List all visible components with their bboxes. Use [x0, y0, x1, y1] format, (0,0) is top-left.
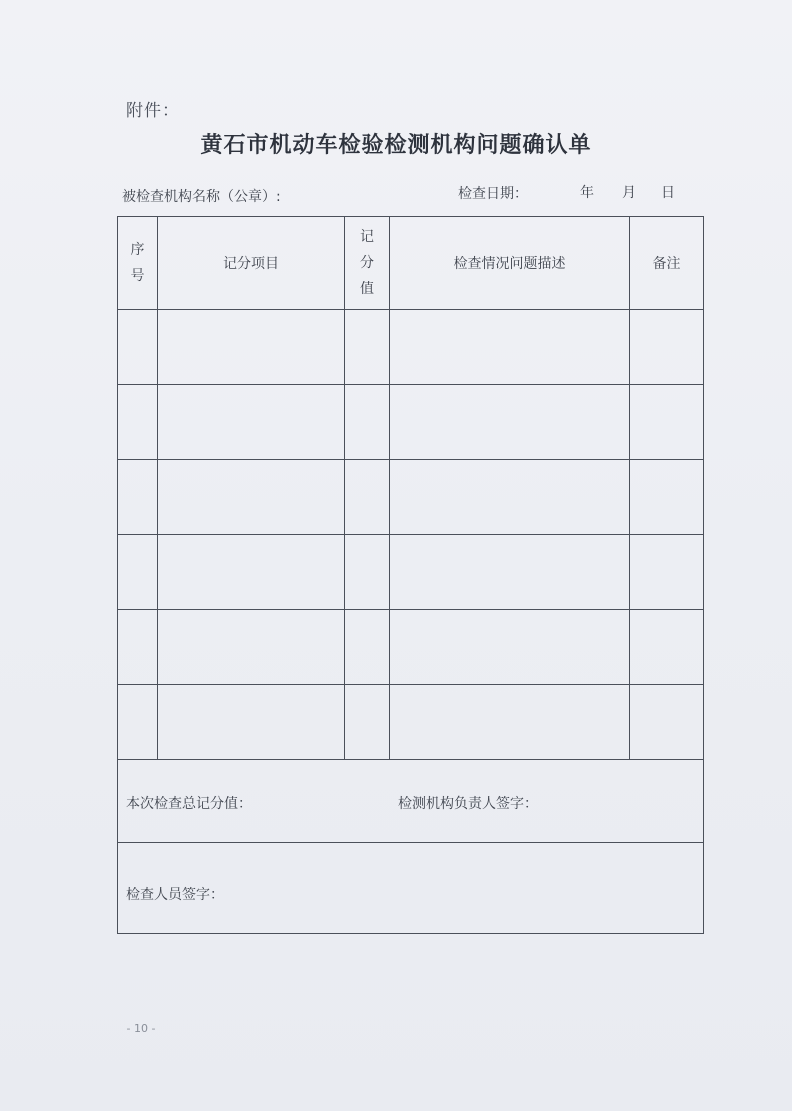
cell-remark[interactable]: [630, 610, 704, 685]
table-row: [118, 685, 704, 760]
header-score-line1: 记: [360, 229, 374, 245]
total-score-row: [118, 760, 704, 843]
cell-score[interactable]: [345, 460, 390, 535]
cell-item[interactable]: [158, 460, 345, 535]
cell-seq[interactable]: [118, 385, 158, 460]
cell-description[interactable]: [390, 685, 630, 760]
inspector-sign-row: [118, 843, 704, 934]
cell-remark[interactable]: [630, 460, 704, 535]
responsible-sign-label: 检测机构负责人签字：: [398, 796, 538, 812]
cell-item[interactable]: [158, 610, 345, 685]
cell-description[interactable]: [390, 610, 630, 685]
cell-score[interactable]: [345, 385, 390, 460]
total-score-wrap: [126, 760, 703, 842]
cell-seq[interactable]: [118, 685, 158, 760]
cell-description[interactable]: [390, 310, 630, 385]
table-row: [118, 535, 704, 610]
table-row: [118, 310, 704, 385]
table-row: [118, 385, 704, 460]
attachment-label: 附件：: [126, 101, 180, 121]
header-remark: 备注: [630, 217, 704, 310]
date-month-label: 月: [622, 185, 636, 201]
table-row: [118, 610, 704, 685]
cell-remark[interactable]: [630, 535, 704, 610]
cell-description[interactable]: [390, 385, 630, 460]
table-header-row: [118, 217, 704, 310]
header-score-line2: 分: [360, 255, 374, 271]
header-score: [345, 217, 390, 310]
total-score-label: 本次检查总记分值：: [126, 796, 252, 812]
date-year-label: 年: [580, 185, 594, 201]
confirmation-table: [117, 216, 704, 934]
header-seq-line1: 序: [130, 242, 145, 258]
cell-description[interactable]: [390, 535, 630, 610]
cell-seq[interactable]: [118, 535, 158, 610]
inspector-sign-cell[interactable]: [118, 843, 704, 934]
cell-score[interactable]: [345, 310, 390, 385]
header-seq-line2: 号: [130, 268, 145, 284]
cell-score[interactable]: [345, 535, 390, 610]
total-score-cell[interactable]: [118, 760, 704, 843]
cell-item[interactable]: [158, 685, 345, 760]
cell-score[interactable]: [345, 685, 390, 760]
page-title: 黄石市机动车检验检测机构问题确认单: [200, 132, 592, 158]
org-name-label: 被检查机构名称（公章）:: [122, 189, 281, 205]
inspection-date-label: 检查日期：: [458, 186, 528, 202]
cell-seq[interactable]: [118, 610, 158, 685]
header-score-line3: 值: [360, 281, 374, 297]
cell-item[interactable]: [158, 310, 345, 385]
header-seq: [118, 217, 158, 310]
cell-item[interactable]: [158, 535, 345, 610]
cell-remark[interactable]: [630, 385, 704, 460]
cell-item[interactable]: [158, 385, 345, 460]
page-number: - 10 -: [126, 1022, 156, 1035]
header-item: 记分项目: [158, 217, 345, 310]
date-day-label: 日: [661, 185, 675, 201]
cell-score[interactable]: [345, 610, 390, 685]
header-description: 检查情况问题描述: [390, 217, 630, 310]
cell-remark[interactable]: [630, 685, 704, 760]
cell-seq[interactable]: [118, 310, 158, 385]
inspector-sign-label: 检查人员签字：: [126, 887, 224, 903]
cell-seq[interactable]: [118, 460, 158, 535]
cell-description[interactable]: [390, 460, 630, 535]
table-row: [118, 460, 704, 535]
cell-remark[interactable]: [630, 310, 704, 385]
